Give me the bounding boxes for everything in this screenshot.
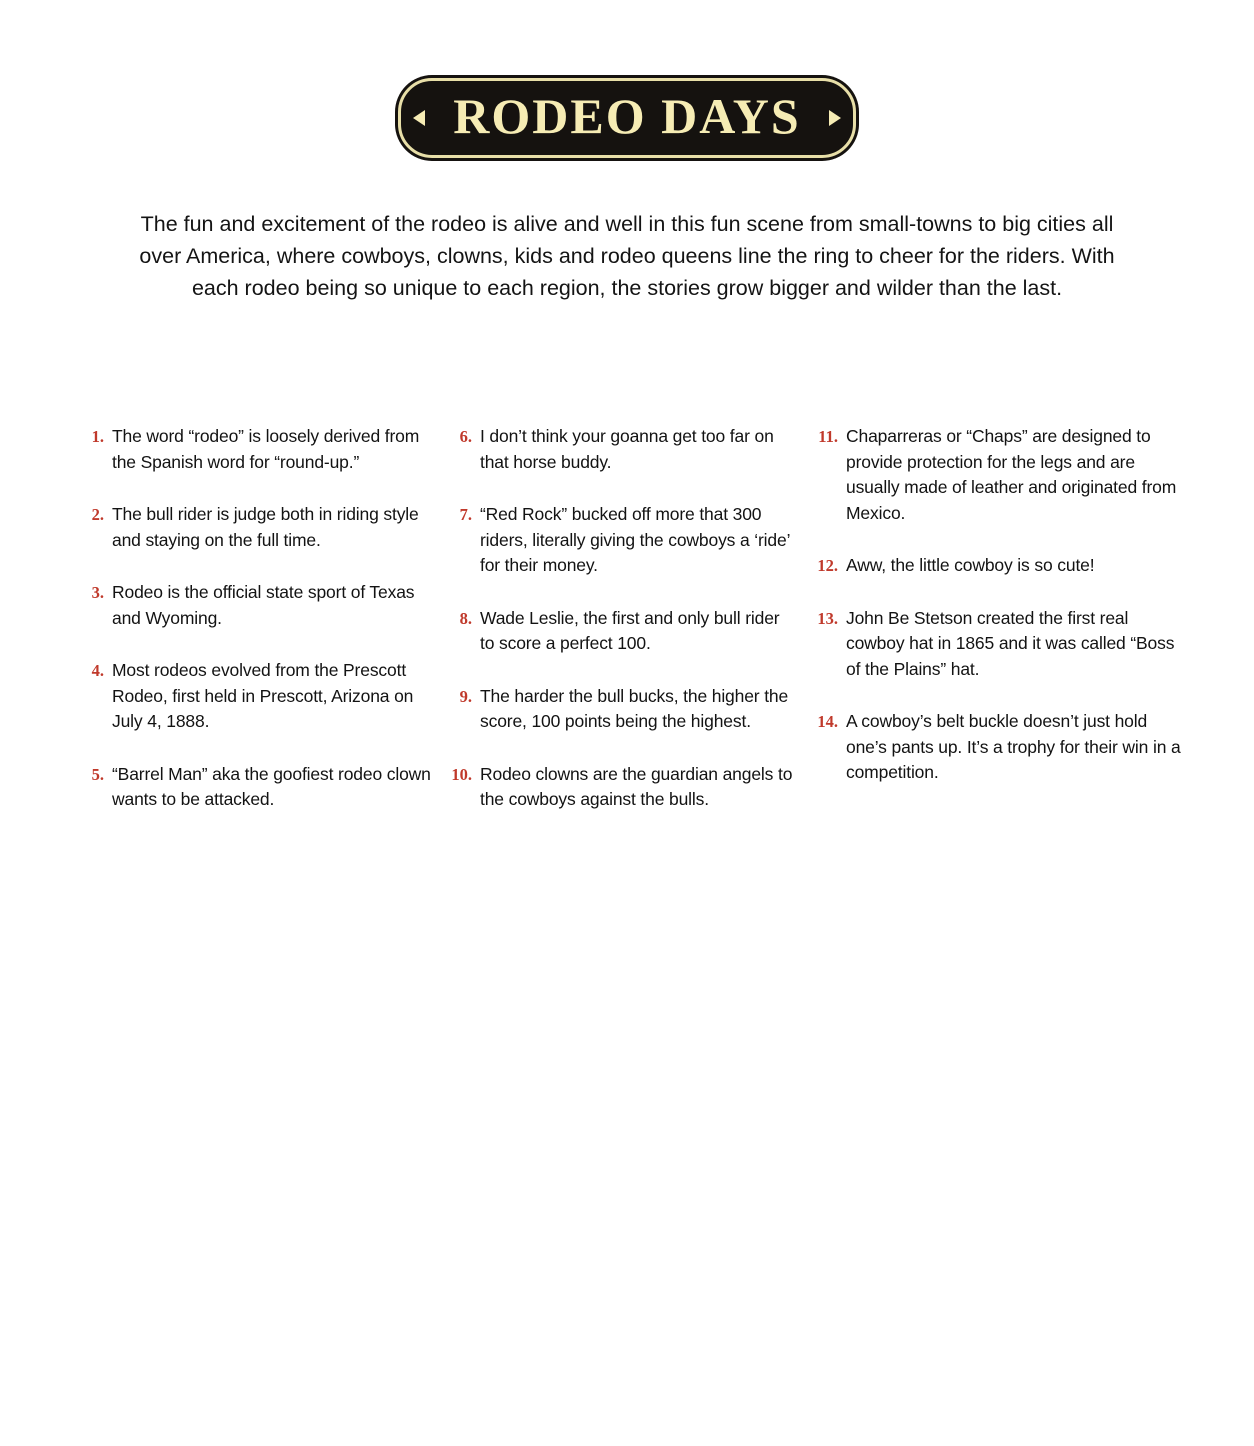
list-item-number: 11.: [818, 427, 838, 446]
list-item-number: 1.: [91, 427, 104, 446]
list-item: [84, 502, 432, 553]
list-item-text: Wade Leslie, the first and only bull rider to score a perfect 100.: [480, 607, 780, 653]
title-plaque: [398, 78, 856, 158]
list-item: [816, 606, 1182, 683]
list-item-number: 4.: [91, 661, 104, 680]
list-item: [450, 502, 798, 579]
list-item: [450, 684, 798, 735]
list-item-number: 2.: [91, 505, 104, 524]
list-item: [84, 424, 432, 475]
list-item-number: 6.: [459, 427, 472, 446]
list-item-number: 5.: [91, 764, 104, 784]
list-item-text: Chaparreras or “Chaps” are designed to provide protection for the legs and are usually made of leather and originated from Mexico.: [846, 426, 1177, 523]
plaque-right-stud-icon: [829, 110, 841, 126]
list-item: [84, 762, 432, 813]
list-item-text: The word “rodeo” is loosely derived from the Spanish word for “round-up.”: [112, 426, 420, 472]
list-item: [450, 424, 798, 475]
list-item: [84, 580, 432, 631]
list-item-number: 7.: [459, 505, 472, 524]
plaque-left-stud-icon: [413, 110, 425, 126]
list-item-text: Rodeo is the official state sport of Texas and Wyoming.: [112, 582, 415, 628]
title-banner: [0, 78, 1254, 158]
intro-section: [0, 208, 1254, 304]
list-item-text: “Barrel Man” aka the goofiest rodeo clown wants to be attacked.: [112, 763, 431, 809]
list-item: [450, 762, 798, 813]
intro-paragraph: The fun and excitement of the rodeo is alive and well in this fun scene from small-towns to big cities all over America, where cowboys, clowns, kids and rodeo queens line the ring to cheer for the riders. With each rodeo being so unique to each region, the stories grow bigger and wilder than the last.: [139, 212, 1115, 300]
list-item-text: Rodeo clowns are the guardian angels to the cowboys against the bulls.: [480, 763, 793, 809]
facts-column-2: [450, 424, 816, 840]
facts-column-3: [816, 424, 1182, 840]
list-item-number: 3.: [91, 583, 104, 602]
list-item: [816, 709, 1182, 786]
facts-list: [84, 424, 1184, 840]
list-item-number: 8.: [459, 608, 472, 628]
list-item-number: 10.: [451, 764, 472, 784]
list-item: [816, 553, 1182, 579]
list-item-text: A cowboy’s belt buckle doesn’t just hold one’s pants up. It’s a trophy for their win in a competition.: [846, 711, 1181, 782]
list-item-number: 13.: [817, 608, 838, 628]
page-title: RODEO DAYS: [453, 88, 801, 144]
list-item-text: John Be Stetson created the first real cowboy hat in 1865 and it was called “Boss of the Plains” hat.: [846, 607, 1175, 679]
list-item-text: I don’t think your goanna get too far on that horse buddy.: [480, 426, 774, 472]
list-item: [450, 606, 798, 657]
list-item-text: The bull rider is judge both in riding style and staying on the full time.: [112, 504, 419, 550]
list-item-text: Most rodeos evolved from the Prescott Rodeo, first held in Prescott, Arizona on July 4, 1888.: [112, 660, 414, 731]
list-item-number: 14.: [817, 712, 838, 731]
list-item: [816, 424, 1182, 526]
list-item-number: 12.: [817, 556, 838, 575]
list-item-text: “Red Rock” bucked off more that 300 riders, literally giving the cowboys a ‘ride’ for their money.: [480, 504, 790, 575]
facts-column-1: [84, 424, 450, 840]
list-item-number: 9.: [459, 686, 472, 706]
list-item-text: Aww, the little cowboy is so cute!: [846, 555, 1095, 575]
list-item: [84, 658, 432, 735]
list-item-text: The harder the bull bucks, the higher the score, 100 points being the highest.: [480, 685, 789, 731]
